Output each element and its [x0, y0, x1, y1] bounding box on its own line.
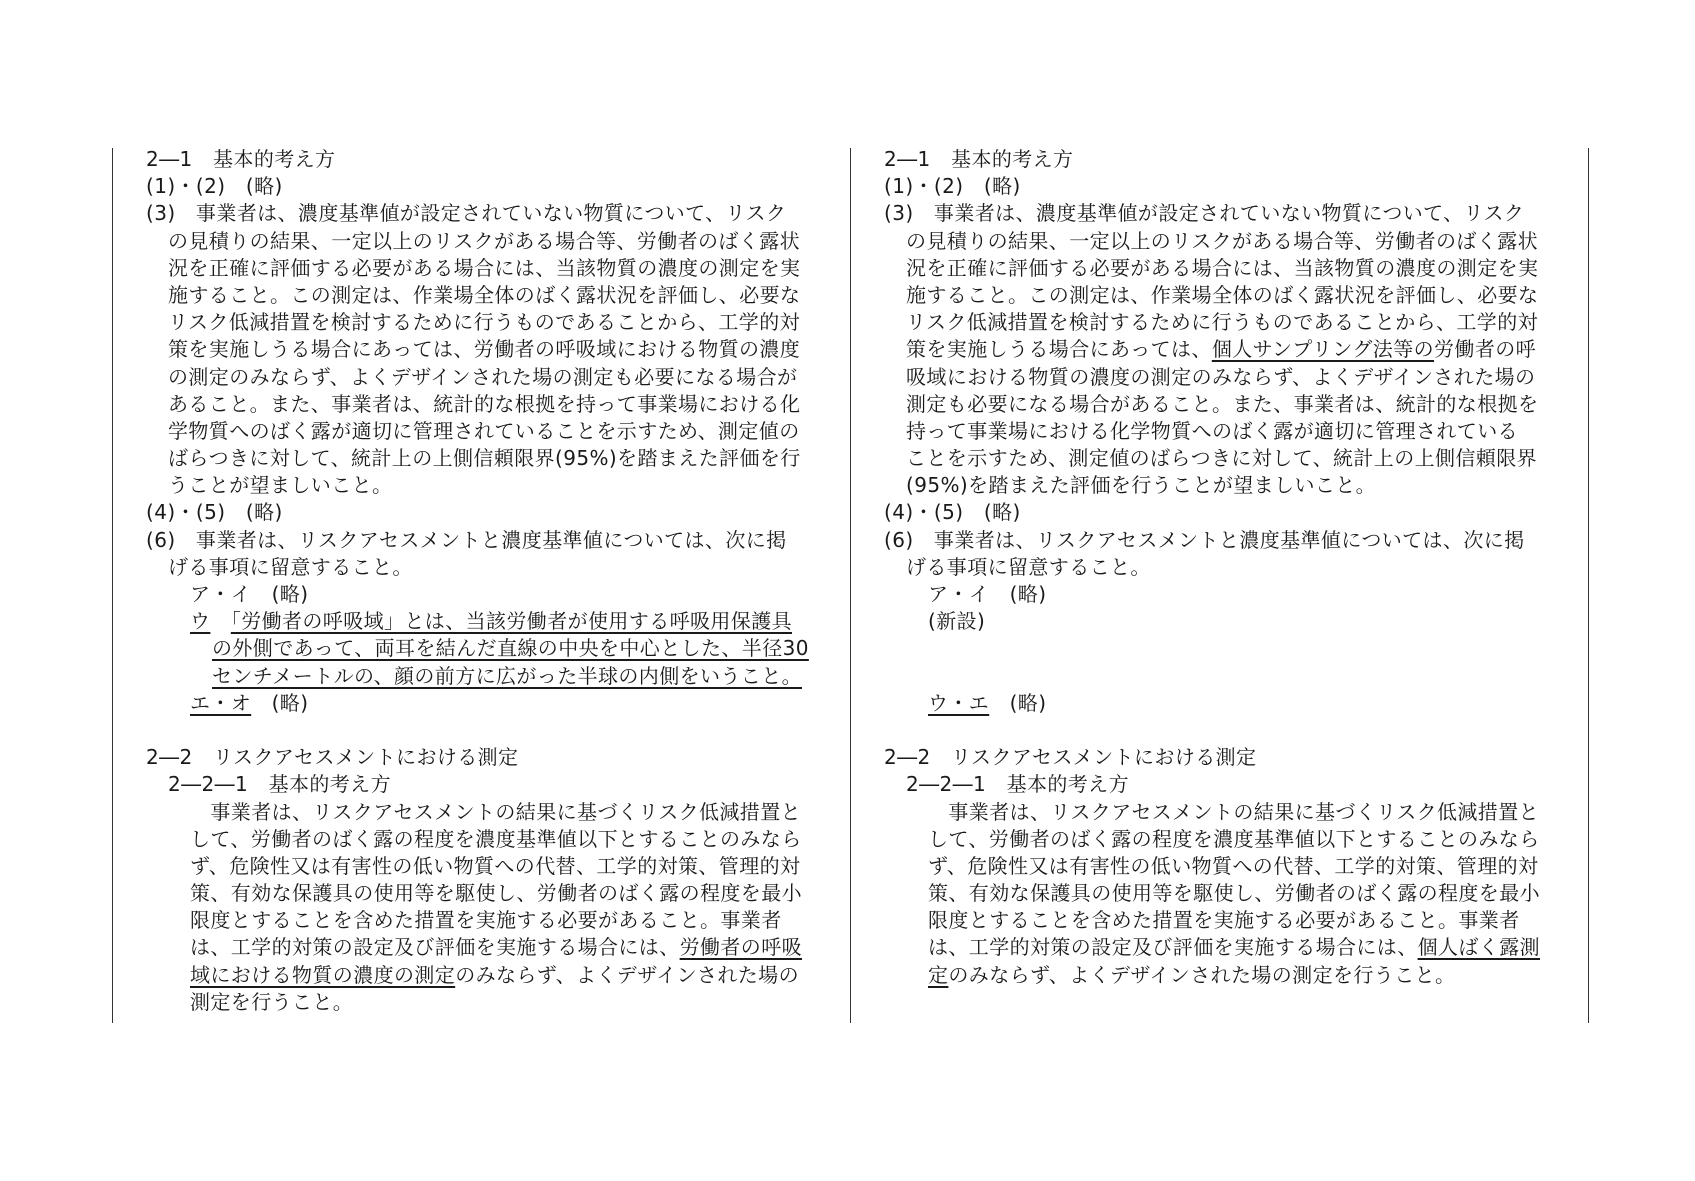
- text-segment: の測定のみならず、よくデザインされた場の測定も必要になる場合が: [168, 364, 798, 389]
- text-segment: げる事項に留意すること。: [906, 554, 1151, 579]
- blank-line: [884, 635, 1576, 662]
- center-divider-line: [850, 148, 851, 1023]
- text-line: [146, 880, 838, 907]
- text-line: [884, 880, 1576, 907]
- text-line: [884, 771, 1576, 798]
- text-line: [146, 853, 838, 880]
- text-line: [146, 554, 838, 581]
- text-segment: (1)・(2) (略): [146, 174, 283, 199]
- text-line: [884, 309, 1576, 336]
- text-line: [146, 989, 838, 1016]
- text-segment: 施すること。この測定は、作業場全体のばく露状況を評価し、必要な: [168, 282, 801, 307]
- text-line: [884, 336, 1576, 363]
- text-line: [884, 690, 1576, 717]
- text-line: [884, 934, 1576, 961]
- text-line: [884, 744, 1576, 771]
- underlined-text: エ・オ: [190, 690, 252, 715]
- text-line: [146, 309, 838, 336]
- text-line: [146, 364, 838, 391]
- text-segment: 労働者の呼: [1434, 337, 1537, 362]
- text-segment: 2―1 基本的考え方: [146, 147, 336, 171]
- text-segment: 2―2―1 基本的考え方: [168, 772, 391, 797]
- text-line: [146, 962, 838, 989]
- text-segment: 吸域における物質の濃度の測定のみならず、よくデザインされた場の: [906, 364, 1536, 389]
- text-line: [884, 472, 1576, 499]
- text-segment: のみならず、よくデザインされた場の: [455, 962, 800, 987]
- text-segment: ことを示すため、測定値のばらつきに対して、統計上の上側信頼限界: [906, 446, 1537, 471]
- underlined-text: 個人サンプリング法等の: [1211, 337, 1435, 362]
- text-segment: うことが望ましいこと。: [168, 473, 393, 498]
- text-segment: 策、有効な保護具の使用等を駆使し、労働者のばく露の程度を最小: [190, 881, 802, 906]
- text-line: [884, 146, 1576, 173]
- text-segment: リスク低減措置を検討するために行うものであることから、工学的対: [906, 310, 1538, 335]
- text-line: [884, 826, 1576, 853]
- text-segment: は、工学的対策の設定及び評価を実施する場合には、: [190, 935, 680, 960]
- underlined-text: 労働者の呼吸: [679, 935, 803, 960]
- text-line: [884, 418, 1576, 445]
- text-line: [146, 282, 838, 309]
- text-segment: 2―1 基本的考え方: [884, 147, 1074, 171]
- right-border-line: [1588, 148, 1589, 1023]
- text-line: [146, 391, 838, 418]
- text-line: [146, 146, 838, 173]
- underlined-text: センチメートルの、顔の前方に広がった半球の内側をいうこと。: [212, 663, 802, 688]
- text-line: [146, 228, 838, 255]
- text-segment: ばらつきに対して、統計上の上側信頼限界(95%)を踏まえた評価を行: [168, 446, 801, 471]
- text-segment: (6) 事業者は、リスクアセスメントと濃度基準値については、次に掲: [146, 527, 787, 552]
- blank-line: [146, 717, 838, 744]
- text-line: [884, 581, 1576, 608]
- text-segment: 2―2 リスクアセスメントにおける測定: [146, 745, 519, 770]
- text-line: [146, 907, 838, 934]
- text-segment: 策を実施しうる場合にあっては、労働者の呼吸域における物質の濃度: [168, 337, 801, 362]
- text-line: [884, 554, 1576, 581]
- text-line: [884, 173, 1576, 200]
- text-segment: リスク低減措置を検討するために行うものであることから、工学的対: [168, 310, 800, 335]
- text-line: [884, 799, 1576, 826]
- text-line: [146, 771, 838, 798]
- underlined-text: 「労働者の呼吸域」とは、当該労働者が使用する呼吸用保護具: [230, 609, 793, 634]
- text-segment: (6) 事業者は、リスクアセスメントと濃度基準値については、次に掲: [884, 527, 1525, 552]
- text-segment: の見積りの結果、一定以上のリスクがある場合等、労働者のばく露状: [906, 228, 1538, 253]
- text-segment: 限度とすることを含めた措置を実施する必要があること。事業者: [190, 908, 782, 933]
- text-segment: ず、危険性又は有害性の低い物質への代替、工学的対策、管理的対: [928, 853, 1539, 878]
- text-segment: [210, 609, 230, 633]
- text-line: [146, 690, 838, 717]
- underlined-text: 定: [928, 962, 949, 987]
- text-segment: げる事項に留意すること。: [168, 554, 413, 579]
- text-line: [884, 255, 1576, 282]
- text-segment: (3) 事業者は、濃度基準値が設定されていない物質について、リスク: [884, 201, 1525, 226]
- text-line: [146, 663, 838, 690]
- text-segment: 策を実施しうる場合にあっては、: [906, 337, 1212, 362]
- text-segment: ず、危険性又は有害性の低い物質への代替、工学的対策、管理的対: [190, 853, 801, 878]
- text-line: [884, 962, 1576, 989]
- left-column-current-text: [146, 146, 838, 1016]
- underlined-text: 域における物質の濃度の測定: [190, 962, 456, 987]
- text-line: [884, 907, 1576, 934]
- text-segment: の見積りの結果、一定以上のリスクがある場合等、労働者のばく露状: [168, 228, 800, 253]
- text-line: [146, 799, 838, 826]
- text-segment: (略): [251, 690, 309, 715]
- text-segment: 事業者は、リスクアセスメントの結果に基づくリスク低減措置と: [928, 799, 1539, 824]
- blank-line: [884, 717, 1576, 744]
- text-line: [146, 336, 838, 363]
- underlined-text: 個人ばく露測: [1417, 935, 1541, 960]
- text-segment: 持って事業場における化学物質へのばく露が適切に管理されている: [906, 418, 1518, 443]
- text-segment: (95%)を踏まえた評価を行うことが望ましいこと。: [906, 473, 1377, 498]
- text-segment: 測定を行うこと。: [190, 989, 354, 1014]
- text-segment: (新設): [928, 609, 986, 634]
- text-segment: 学物質へのばく露が適切に管理されていることを示すため、測定値の: [168, 418, 800, 443]
- text-line: [146, 934, 838, 961]
- text-segment: あること。また、事業者は、統計的な根拠を持って事業場における化: [168, 391, 801, 416]
- blank-line: [884, 663, 1576, 690]
- text-line: [146, 608, 838, 635]
- text-segment: 2―2 リスクアセスメントにおける測定: [884, 745, 1257, 770]
- text-segment: (略): [989, 690, 1047, 715]
- text-segment: のみならず、よくデザインされた場の測定を行うこと。: [948, 962, 1456, 987]
- text-line: [884, 364, 1576, 391]
- text-segment: 2―2―1 基本的考え方: [906, 772, 1129, 797]
- underlined-text: の外側であって、両耳を結んだ直線の中央を中心とした、半径30: [212, 636, 809, 661]
- underlined-text: ウ・エ: [928, 690, 990, 715]
- left-border-line: [112, 148, 113, 1023]
- text-line: [884, 499, 1576, 526]
- text-segment: ア・イ (略): [928, 582, 1047, 606]
- text-line: [884, 445, 1576, 472]
- text-segment: して、労働者のばく露の程度を濃度基準値以下とすることのみなら: [190, 826, 802, 851]
- text-line: [884, 228, 1576, 255]
- text-line: [146, 255, 838, 282]
- text-line: [884, 608, 1576, 635]
- text-line: [146, 499, 838, 526]
- text-line: [146, 826, 838, 853]
- text-line: [146, 527, 838, 554]
- text-segment: (4)・(5) (略): [884, 500, 1021, 525]
- text-line: [884, 200, 1576, 227]
- text-line: [146, 472, 838, 499]
- text-segment: 施すること。この測定は、作業場全体のばく露状況を評価し、必要な: [906, 282, 1539, 307]
- text-segment: 測定も必要になる場合があること。また、事業者は、統計的な根拠を: [906, 391, 1539, 416]
- text-segment: (3) 事業者は、濃度基準値が設定されていない物質について、リスク: [146, 201, 787, 226]
- text-segment: 況を正確に評価する必要がある場合には、当該物質の濃度の測定を実: [168, 255, 801, 280]
- text-segment: は、工学的対策の設定及び評価を実施する場合には、: [928, 935, 1418, 960]
- text-segment: 事業者は、リスクアセスメントの結果に基づくリスク低減措置と: [190, 799, 801, 824]
- right-column-revised-text: [884, 146, 1576, 989]
- text-segment: ア・イ (略): [190, 582, 309, 606]
- underlined-text: ウ: [190, 609, 211, 634]
- text-segment: 策、有効な保護具の使用等を駆使し、労働者のばく露の程度を最小: [928, 881, 1540, 906]
- text-line: [146, 418, 838, 445]
- text-line: [146, 744, 838, 771]
- text-line: [146, 635, 838, 662]
- text-segment: (1)・(2) (略): [884, 174, 1021, 199]
- text-segment: 限度とすることを含めた措置を実施する必要があること。事業者: [928, 908, 1520, 933]
- text-line: [146, 445, 838, 472]
- text-line: [146, 581, 838, 608]
- text-line: [884, 527, 1576, 554]
- text-line: [884, 282, 1576, 309]
- text-line: [884, 853, 1576, 880]
- text-segment: 況を正確に評価する必要がある場合には、当該物質の濃度の測定を実: [906, 255, 1539, 280]
- text-segment: (4)・(5) (略): [146, 500, 283, 525]
- text-line: [146, 200, 838, 227]
- text-segment: して、労働者のばく露の程度を濃度基準値以下とすることのみなら: [928, 826, 1540, 851]
- text-line: [884, 391, 1576, 418]
- text-line: [146, 173, 838, 200]
